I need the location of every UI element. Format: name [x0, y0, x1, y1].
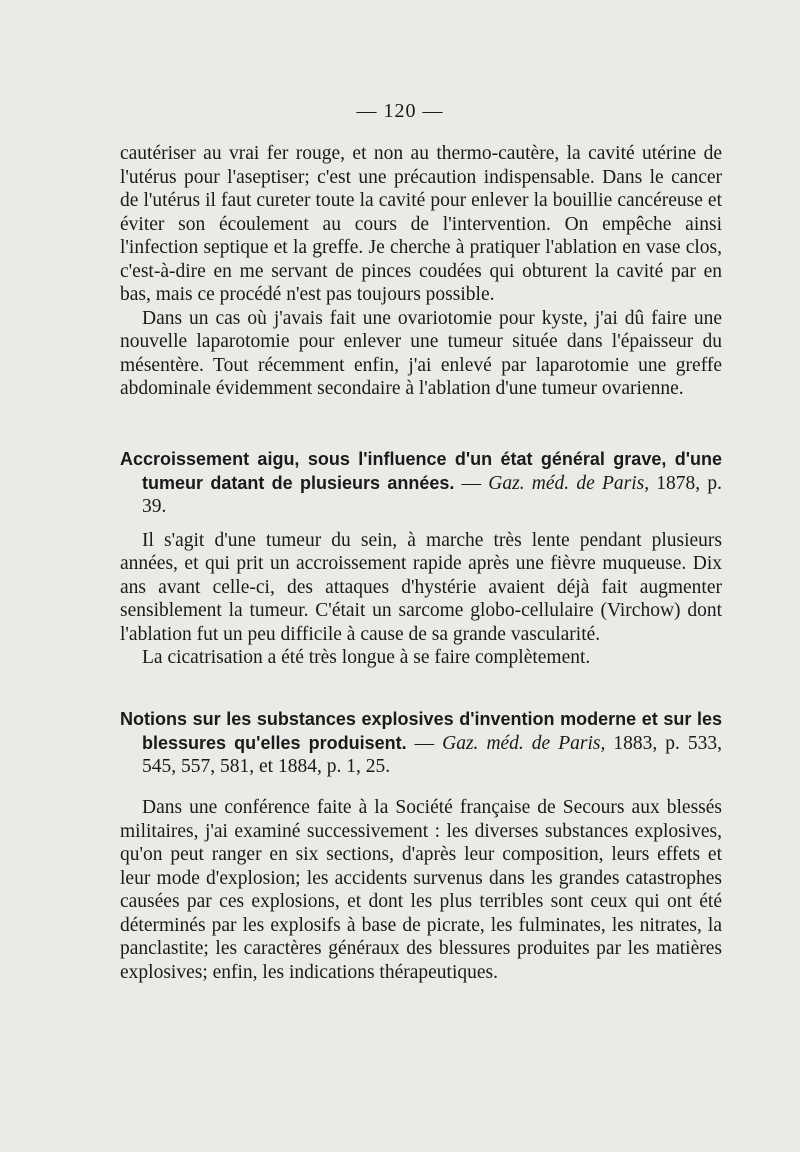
paragraph: Il s'agit d'une tumeur du sein, à marche très lente pendant plusieurs années, et qui prit un accroissement rapide après une fièvre muqueuse. Dix ans avant celle-ci, des attaques d'hystérie avaient déjà fait augmenter sensiblement la tumeur. C'était un sarcome globo-cellulaire (Virchow) dont l'ablation fut un peu difficile à cause de sa grande vascularité.: [120, 529, 722, 645]
paragraph: cautériser au vrai fer rouge, et non au thermo-cautère, la cavité utérine de l'utérus pour l'aseptiser; c'est une précaution indispensable. Dans le cancer de l'utérus il faut cureter toute la cavité pour enlever la bouillie cancéreuse et éviter son écoulement au cours de l'intervention. On empêche ainsi l'infection septique et la greffe. Je cherche à pratiquer l'ablation en vase clos, c'est-à-dire en me servant de pinces coudées qui obturent la cavité par en bas, mais ce procédé n'est pas toujours possible.: [120, 143, 722, 305]
article-heading: [120, 448, 722, 519]
citation-ref: 1883, p. 533, 545, 557, 581, et 1884, p. 1, 25.: [142, 732, 723, 777]
article-title: Notions sur les substances explosives d'invention moderne et sur les blessures qu'elles produisent.: [120, 709, 722, 753]
paragraph: Dans une conférence faite à la Société française de Secours aux blessés militaires, j'ai examiné successivement : les diverses substances explosives, qu'on peut ranger en six sections, d'après leur composition, leurs effets et leur mode d'explosion; les accidents survenus dans les grandes catastrophes causées par ces explosions, et dont les plus terribles sont ceux qui ont été déterminés par les explosifs à base de picrate, les fulminates, les nitrates, la panclastite; les caractères généraux des blessures produites par les matières explosives; enfin, les indications thérapeutiques.: [120, 797, 722, 983]
article-title: Accroissement aigu, sous l'influence d'un état général grave, d'une tumeur datant de plusieurs années.: [120, 449, 722, 493]
journal-name: Gaz. méd. de Paris,: [488, 472, 650, 494]
page-number: — 120 —: [356, 100, 444, 122]
dash: —: [406, 732, 443, 754]
text-block-1: [120, 142, 722, 401]
article-ovarian-tumor: [120, 448, 722, 670]
article-explosives: [120, 708, 722, 779]
paragraph: La cicatrisation a été très longue à se faire complètement.: [142, 647, 591, 668]
journal-name: Gaz. méd. de Paris,: [442, 732, 606, 754]
paragraph: Dans un cas où j'avais fait une ovariotomie pour kyste, j'ai dû faire une nouvelle laparotomie pour enlever une tumeur située dans l'épaisseur du mésentère. Tout récemment enfin, j'ai enlevé par laparotomie une greffe abdominale évidemment secondaire à l'ablation d'une tumeur ovarienne.: [120, 307, 722, 399]
citation-ref: 1878, p. 39.: [142, 472, 723, 517]
article-heading: [120, 708, 722, 779]
text-block-4: [120, 796, 722, 984]
dash: —: [454, 472, 489, 494]
